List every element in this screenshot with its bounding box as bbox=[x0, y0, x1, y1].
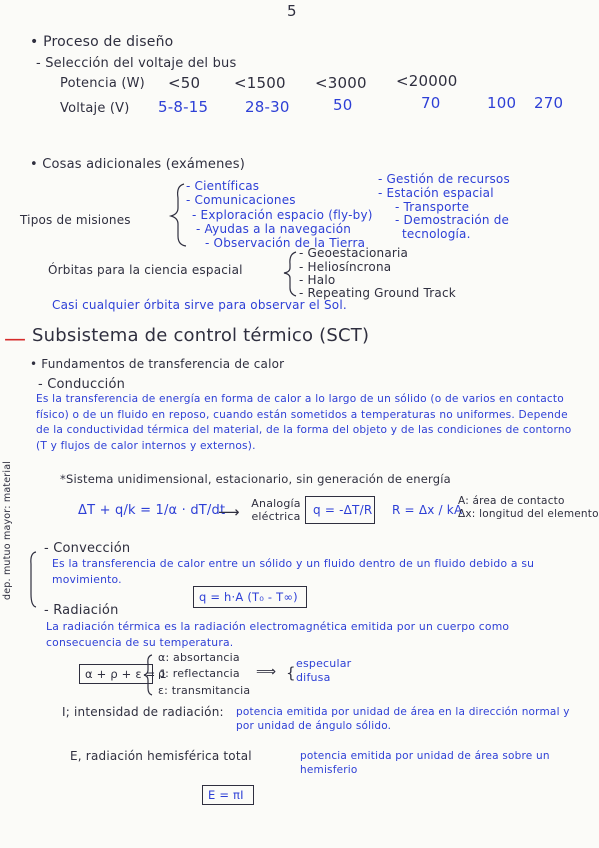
reflectance: ρ: reflectancia bbox=[158, 667, 240, 680]
voltage-label: Voltaje (V) bbox=[60, 101, 130, 116]
page-number: 5 bbox=[287, 2, 297, 20]
power-value: <3000 bbox=[315, 74, 367, 92]
voltage-value: 5-8-15 bbox=[158, 98, 209, 116]
section-title-thermal: Subsistema de control térmico (SCT) bbox=[32, 325, 370, 346]
absorptance: α: absortancia bbox=[158, 651, 240, 664]
intensity-label: I; intensidad de radiación: bbox=[62, 705, 224, 719]
system-note: *Sistema unidimensional, estacionario, sin generación de energía bbox=[60, 472, 451, 486]
convection-equation: q = h·A (T₀ - T∞) bbox=[199, 590, 298, 604]
specular: especular bbox=[296, 657, 352, 670]
hemispherical-label: E, radiación hemisférica total bbox=[70, 749, 252, 763]
heat-flux-equation: q = -ΔT/R bbox=[313, 503, 373, 517]
mission-item: - Demostración de bbox=[395, 213, 510, 227]
brace-icon: { bbox=[286, 664, 296, 682]
orbit-item: - Halo bbox=[299, 273, 336, 287]
missions-label: Tipos de misiones bbox=[20, 213, 131, 227]
mission-item: - Observación de la Tierra bbox=[205, 236, 366, 250]
heat-transfer-title: • Fundamentos de transferencia de calor bbox=[30, 357, 285, 371]
intensity-text: potencia emitida por unidad de área en la dirección normal y por unidad de ángulo sólido. bbox=[236, 706, 570, 732]
mission-item: tecnología. bbox=[402, 227, 471, 241]
emissive-power-equation: E = πI bbox=[208, 788, 244, 802]
radiation-text: La radiación térmica es la radiación electromagnética emitida por un cuerpo como consecuencia de su temperatura. bbox=[46, 620, 510, 649]
convection-label: - Convección bbox=[44, 541, 131, 556]
resistance-equation: R = Δx / kA bbox=[392, 503, 463, 517]
mission-item: - Estación espacial bbox=[378, 186, 494, 200]
radiation-balance-equation: α + ρ + ε = 1 bbox=[85, 667, 167, 681]
area-note: A: área de contacto bbox=[458, 495, 565, 507]
transmittance: ε: transmitancia bbox=[158, 684, 251, 697]
voltage-value: 50 bbox=[333, 96, 353, 114]
mission-item: - Transporte bbox=[395, 200, 470, 214]
mission-item: - Gestión de recursos bbox=[378, 172, 510, 186]
double-arrow-icon: ⟹ bbox=[256, 664, 277, 680]
convection-text: Es la transferencia de calor entre un sólido y un fluido dentro de un fluido debido a su movimiento. bbox=[52, 557, 535, 586]
orbit-item: - Heliosíncrona bbox=[299, 260, 392, 274]
dx-note: Δx: longitud del elemento bbox=[458, 508, 599, 520]
power-value: <1500 bbox=[234, 74, 286, 92]
radiation-label: - Radiación bbox=[44, 603, 119, 618]
conduction-label: - Conducción bbox=[38, 377, 126, 392]
side-note: dep. mutuo mayor: material bbox=[2, 460, 13, 600]
mission-item: - Científicas bbox=[186, 179, 260, 193]
mission-item: - Exploración espacio (fly-by) bbox=[192, 208, 373, 222]
power-value: <20000 bbox=[396, 72, 458, 90]
bus-voltage-subtitle: - Selección del voltaje del bus bbox=[36, 56, 237, 71]
hemispherical-text: potencia emitida por unidad de área sobre un hemisferio bbox=[300, 750, 550, 776]
conduction-text: Es la transferencia de energía en forma de calor a lo largo de un sólido (o de varios en contacto físico) o de un fluido en reposo, cuando están sometidos a temperaturas no uniformes. Depende de la conductividad térmica del material, de la forma del objeto y de las condiciones de contorno (T y flujos de calor internos y externos). bbox=[36, 393, 572, 452]
mission-item: - Ayudas a la navegación bbox=[196, 222, 352, 236]
voltage-value: 100 bbox=[487, 94, 517, 112]
voltage-value: 270 bbox=[534, 94, 564, 112]
section-dash: — bbox=[4, 327, 27, 352]
voltage-value: 70 bbox=[421, 94, 441, 112]
power-value: <50 bbox=[168, 74, 201, 92]
orbits-label: Órbitas para la ciencia espacial bbox=[48, 263, 243, 277]
mission-item: - Comunicaciones bbox=[186, 193, 296, 207]
orbit-item: - Repeating Ground Track bbox=[299, 286, 456, 300]
diffuse: difusa bbox=[296, 671, 331, 684]
orbit-item: - Geoestacionaria bbox=[299, 246, 409, 260]
voltage-value: 28-30 bbox=[245, 98, 290, 116]
section-title-extras: • Cosas adicionales (exámenes) bbox=[30, 157, 245, 172]
sun-orbit-note: Casi cualquier órbita sirve para observar el Sol. bbox=[52, 298, 347, 312]
arrow-icon: ⟶ bbox=[218, 503, 240, 521]
power-label: Potencia (W) bbox=[60, 76, 145, 91]
electrical-analogy: Analogía eléctrica bbox=[251, 497, 301, 523]
conduction-equation: ΔT + q/k = 1/α · dT/dt bbox=[78, 503, 226, 518]
section-title-design: • Proceso de diseño bbox=[30, 34, 174, 50]
